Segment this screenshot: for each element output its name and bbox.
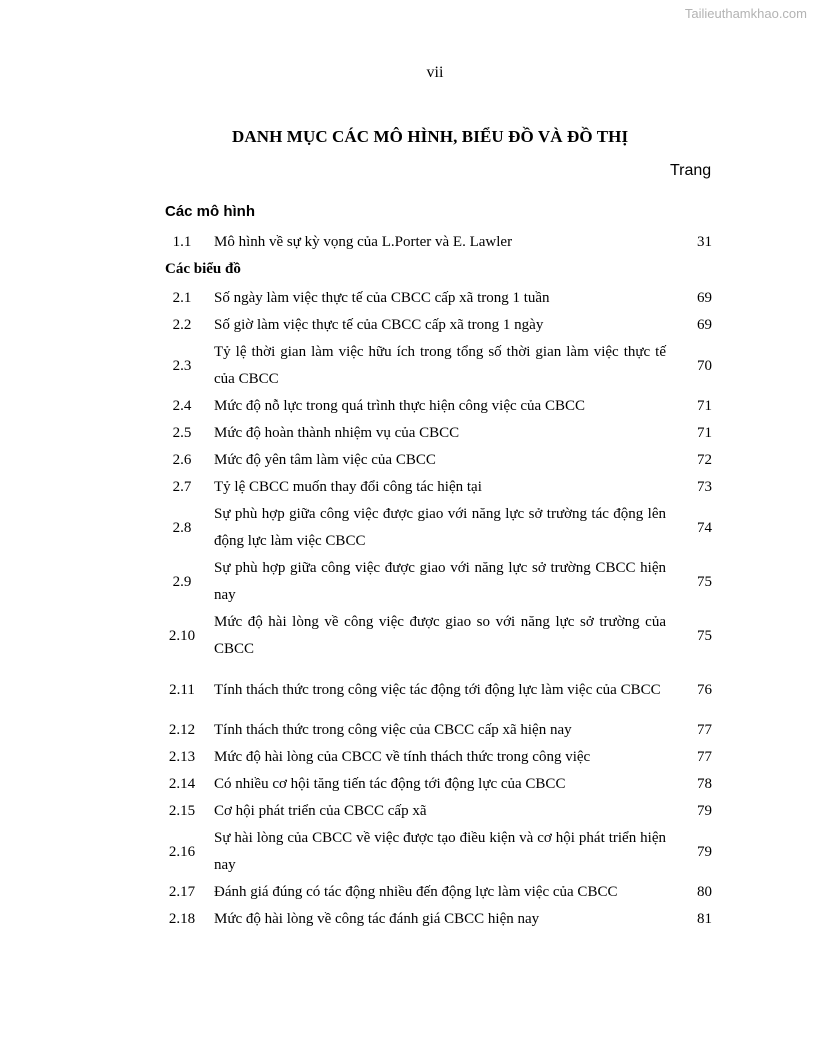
item-title: Tính thách thức trong công việc của CBCC cấp xã hiện nay xyxy=(214,722,572,738)
item-page: 69 xyxy=(697,290,712,306)
list-item xyxy=(160,501,720,555)
item-page: 76 xyxy=(697,681,712,698)
item-title: Mức độ yên tâm làm việc của CBCC xyxy=(214,452,436,468)
list-item xyxy=(160,717,720,744)
list-item xyxy=(160,339,720,393)
item-number: 2.4 xyxy=(172,398,192,414)
page-column-header: Trang xyxy=(670,162,712,179)
list-item xyxy=(160,555,720,609)
item-title: Mức độ hài lòng về công tác đánh giá CBCC hiện nay xyxy=(214,911,540,927)
item-page: 31 xyxy=(697,234,712,250)
item-title: Sự hài lòng của CBCC về việc được tạo điều kiện và cơ hội phát triển hiện nay xyxy=(214,830,666,873)
page-title: DANH MỤC CÁC MÔ HÌNH, BIỂU ĐỒ VÀ ĐỒ THỊ xyxy=(232,127,629,146)
list-item xyxy=(160,798,720,825)
item-page: 70 xyxy=(697,357,712,374)
list-item xyxy=(160,906,720,933)
charts-list xyxy=(160,285,720,933)
item-page: 77 xyxy=(697,749,712,765)
item-page: 71 xyxy=(697,425,712,441)
item-page: 78 xyxy=(697,776,712,792)
item-page: 79 xyxy=(697,843,712,860)
list-item xyxy=(160,609,720,663)
item-title: Mức độ hoàn thành nhiệm vụ của CBCC xyxy=(214,425,460,441)
item-number: 2.12 xyxy=(168,722,196,738)
list-item xyxy=(160,825,720,879)
item-title: Mức độ hài lòng của CBCC về tính thách thức trong công việc xyxy=(214,749,591,765)
item-number: 2.16 xyxy=(168,843,196,860)
item-title: Số giờ làm việc thực tế của CBCC cấp xã trong 1 ngày xyxy=(214,317,544,333)
item-page: 81 xyxy=(697,911,712,927)
item-title: Đánh giá đúng có tác động nhiều đến động lực làm việc của CBCC xyxy=(214,884,618,900)
item-number: 2.3 xyxy=(172,357,192,374)
list-item xyxy=(160,312,720,339)
item-number: 2.14 xyxy=(168,776,196,792)
list-item xyxy=(160,447,720,474)
list-item xyxy=(160,474,720,501)
item-number: 2.13 xyxy=(168,749,196,765)
item-number: 2.15 xyxy=(168,803,196,819)
item-title: Mô hình về sự kỳ vọng của L.Porter và E. Lawler xyxy=(214,234,513,250)
item-page: 69 xyxy=(697,317,712,333)
item-page: 79 xyxy=(697,803,712,819)
item-title: Sự phù hợp giữa công việc được giao với năng lực sở trường tác động lên động lực làm việc CBCC xyxy=(214,506,666,549)
item-title: Mức độ nỗ lực trong quá trình thực hiện công việc của CBCC xyxy=(214,398,585,414)
list-item xyxy=(160,285,720,312)
section-heading-charts: Các biểu đồ xyxy=(165,261,241,277)
item-title: Sự phù hợp giữa công việc được giao với năng lực sở trường CBCC hiện nay xyxy=(214,560,666,603)
list-item xyxy=(160,420,720,447)
item-number: 2.1 xyxy=(172,290,192,306)
page-number: vii xyxy=(426,64,444,81)
item-page: 75 xyxy=(697,573,712,590)
list-item xyxy=(160,393,720,420)
item-page: 74 xyxy=(697,519,712,536)
item-title: Tỷ lệ thời gian làm việc hữu ích trong tổng số thời gian làm việc thực tế của CBCC xyxy=(214,344,666,387)
item-number: 2.7 xyxy=(172,479,192,495)
item-title: Tỷ lệ CBCC muốn thay đổi công tác hiện tại xyxy=(214,479,482,495)
item-number: 2.6 xyxy=(172,452,192,468)
list-item xyxy=(160,229,720,256)
item-number: 2.18 xyxy=(168,911,196,927)
item-number: 2.17 xyxy=(168,884,196,900)
item-title: Tính thách thức trong công việc tác động tới động lực làm việc của CBCC xyxy=(214,681,661,698)
item-page: 77 xyxy=(697,722,712,738)
item-title: Cơ hội phát triển của CBCC cấp xã xyxy=(214,803,427,819)
item-number: 2.11 xyxy=(169,681,195,698)
list-item xyxy=(160,663,720,717)
models-list xyxy=(160,229,720,256)
list-item xyxy=(160,771,720,798)
item-number: 2.5 xyxy=(172,425,192,441)
item-page: 72 xyxy=(697,452,712,468)
item-page: 73 xyxy=(697,479,712,495)
item-title: Có nhiều cơ hội tăng tiến tác động tới động lực của CBCC xyxy=(214,776,566,792)
item-number: 1.1 xyxy=(172,234,192,250)
item-number: 2.10 xyxy=(168,627,196,644)
list-item xyxy=(160,879,720,906)
watermark: Tailieuthamkhao.com xyxy=(684,6,807,21)
section-heading-models: Các mô hình xyxy=(165,203,256,220)
item-page: 71 xyxy=(697,398,712,414)
item-page: 75 xyxy=(697,627,712,644)
item-page: 80 xyxy=(697,884,712,900)
item-number: 2.9 xyxy=(172,573,192,590)
item-title: Mức độ hài lòng về công việc được giao so với năng lực sở trường của CBCC xyxy=(214,614,666,657)
list-item xyxy=(160,744,720,771)
item-number: 2.8 xyxy=(172,519,192,536)
item-title: Số ngày làm việc thực tế của CBCC cấp xã trong 1 tuần xyxy=(214,290,550,306)
item-number: 2.2 xyxy=(172,317,192,333)
